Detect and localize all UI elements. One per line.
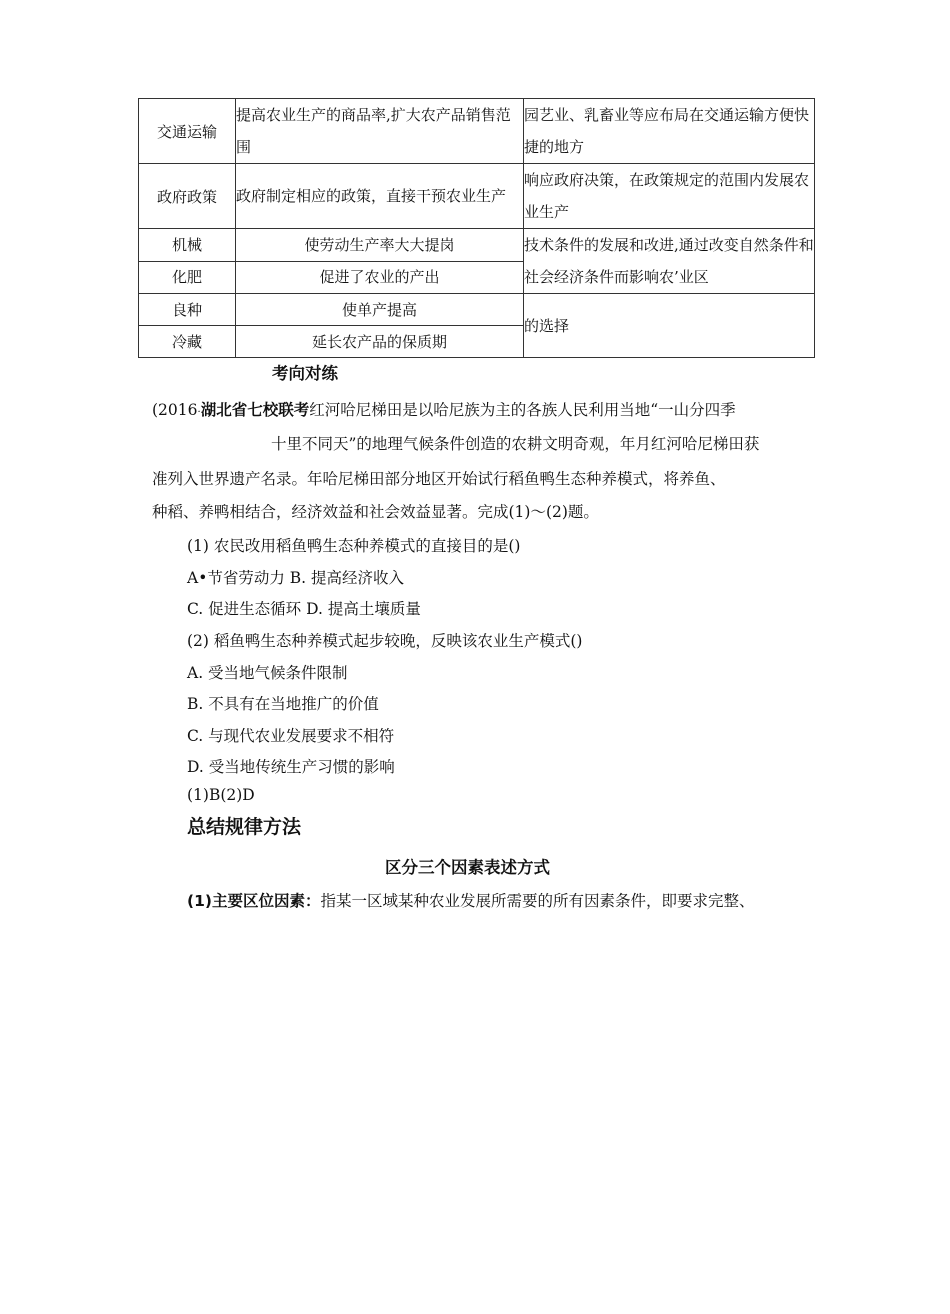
passage-line-2: 十里不同天”的地理气候条件创造的农耕文明奇观，年月红河哈尼梯田获 — [271, 435, 760, 453]
factor-name: 化肥 — [139, 261, 236, 294]
table-row — [139, 99, 815, 164]
factor-effect: 使劳动生产率大大提岗 — [236, 229, 524, 262]
factor-name: 交通运输 — [139, 99, 236, 164]
source-line — [152, 398, 736, 420]
source-year: (2016 — [152, 401, 198, 419]
factor-effect: 延长农产品的保质期 — [236, 326, 524, 358]
factor-effect: 使单产提高 — [236, 294, 524, 326]
source-name: 湖北省七校联考 — [200, 401, 310, 419]
passage-line-3: 准列入世界遗产名录。年哈尼梯田部分地区开始试行稻鱼鸭生态种养模式，将养鱼、 — [152, 470, 726, 488]
summary-subtitle: 区分三个因素表述方式 — [385, 858, 550, 877]
passage-line-4: 种稻、养鸭相结合，经济效益和社会效益显著。完成(1)～(2)题。 — [152, 503, 599, 521]
factor-name: 机械 — [139, 229, 236, 262]
question-2-option-d: D. 受当地传统生产习惯的影响 — [187, 758, 395, 776]
factor-table — [138, 98, 815, 358]
passage-line-1: 红河哈尼梯田是以哈尼族为主的各族人民利用当地“一山分四季 — [309, 401, 736, 419]
question-2-option-b: B. 不具有在当地推广的价值 — [187, 695, 379, 713]
source-dot: · — [197, 407, 201, 418]
question-1-stem: (1) 农民改用稻鱼鸭生态种养模式的直接目的是() — [187, 537, 521, 555]
factor-name: 冷藏 — [139, 326, 236, 358]
factor-effect: 促进了农业的产出 — [236, 261, 524, 294]
question-1-options-cd: C. 促进生态循环 D. 提高土壤质量 — [187, 600, 421, 618]
summary-item-1-label: (1)主要区位因素： — [187, 892, 321, 910]
factor-effect: 提高农业生产的商品率,扩大农产品销售范围 — [236, 99, 524, 164]
factor-name: 政府政策 — [139, 164, 236, 229]
summary-item-1 — [187, 889, 754, 911]
factor-layout: 响应政府决策，在政策规定的范围内发展农业生产 — [524, 164, 815, 229]
factor-layout: 园艺业、乳畜业等应布局在交通运输方便快捷的地方 — [524, 99, 815, 164]
practice-title: 考向对练 — [272, 364, 338, 383]
table-row — [139, 164, 815, 229]
factor-name: 良种 — [139, 294, 236, 326]
summary-item-1-text: 指某一区域某种农业发展所需要的所有因素条件，即要求完整、 — [320, 892, 755, 910]
answer: (1)B(2)D — [187, 786, 255, 804]
table-row — [139, 294, 815, 326]
tech-layout-cell: 技术条件的发展和改进,通过改变自然条件和社会经济条件而影响农’业区 — [524, 229, 815, 294]
question-2-stem: (2) 稻鱼鸭生态种养模式起步较晚，反映该农业生产模式() — [187, 632, 583, 650]
factor-effect: 政府制定相应的政策，直接干预农业生产 — [236, 164, 524, 229]
table-row — [139, 229, 815, 262]
summary-title: 总结规律方法 — [187, 816, 302, 838]
question-2-option-a: A. 受当地气候条件限制 — [187, 664, 348, 682]
question-2-option-c: C. 与现代农业发展要求不相符 — [187, 727, 395, 745]
tech-layout-cell-cont: 的选择 — [524, 294, 815, 358]
question-1-options-ab: A•节省劳动力 B. 提高经济收入 — [187, 569, 405, 587]
